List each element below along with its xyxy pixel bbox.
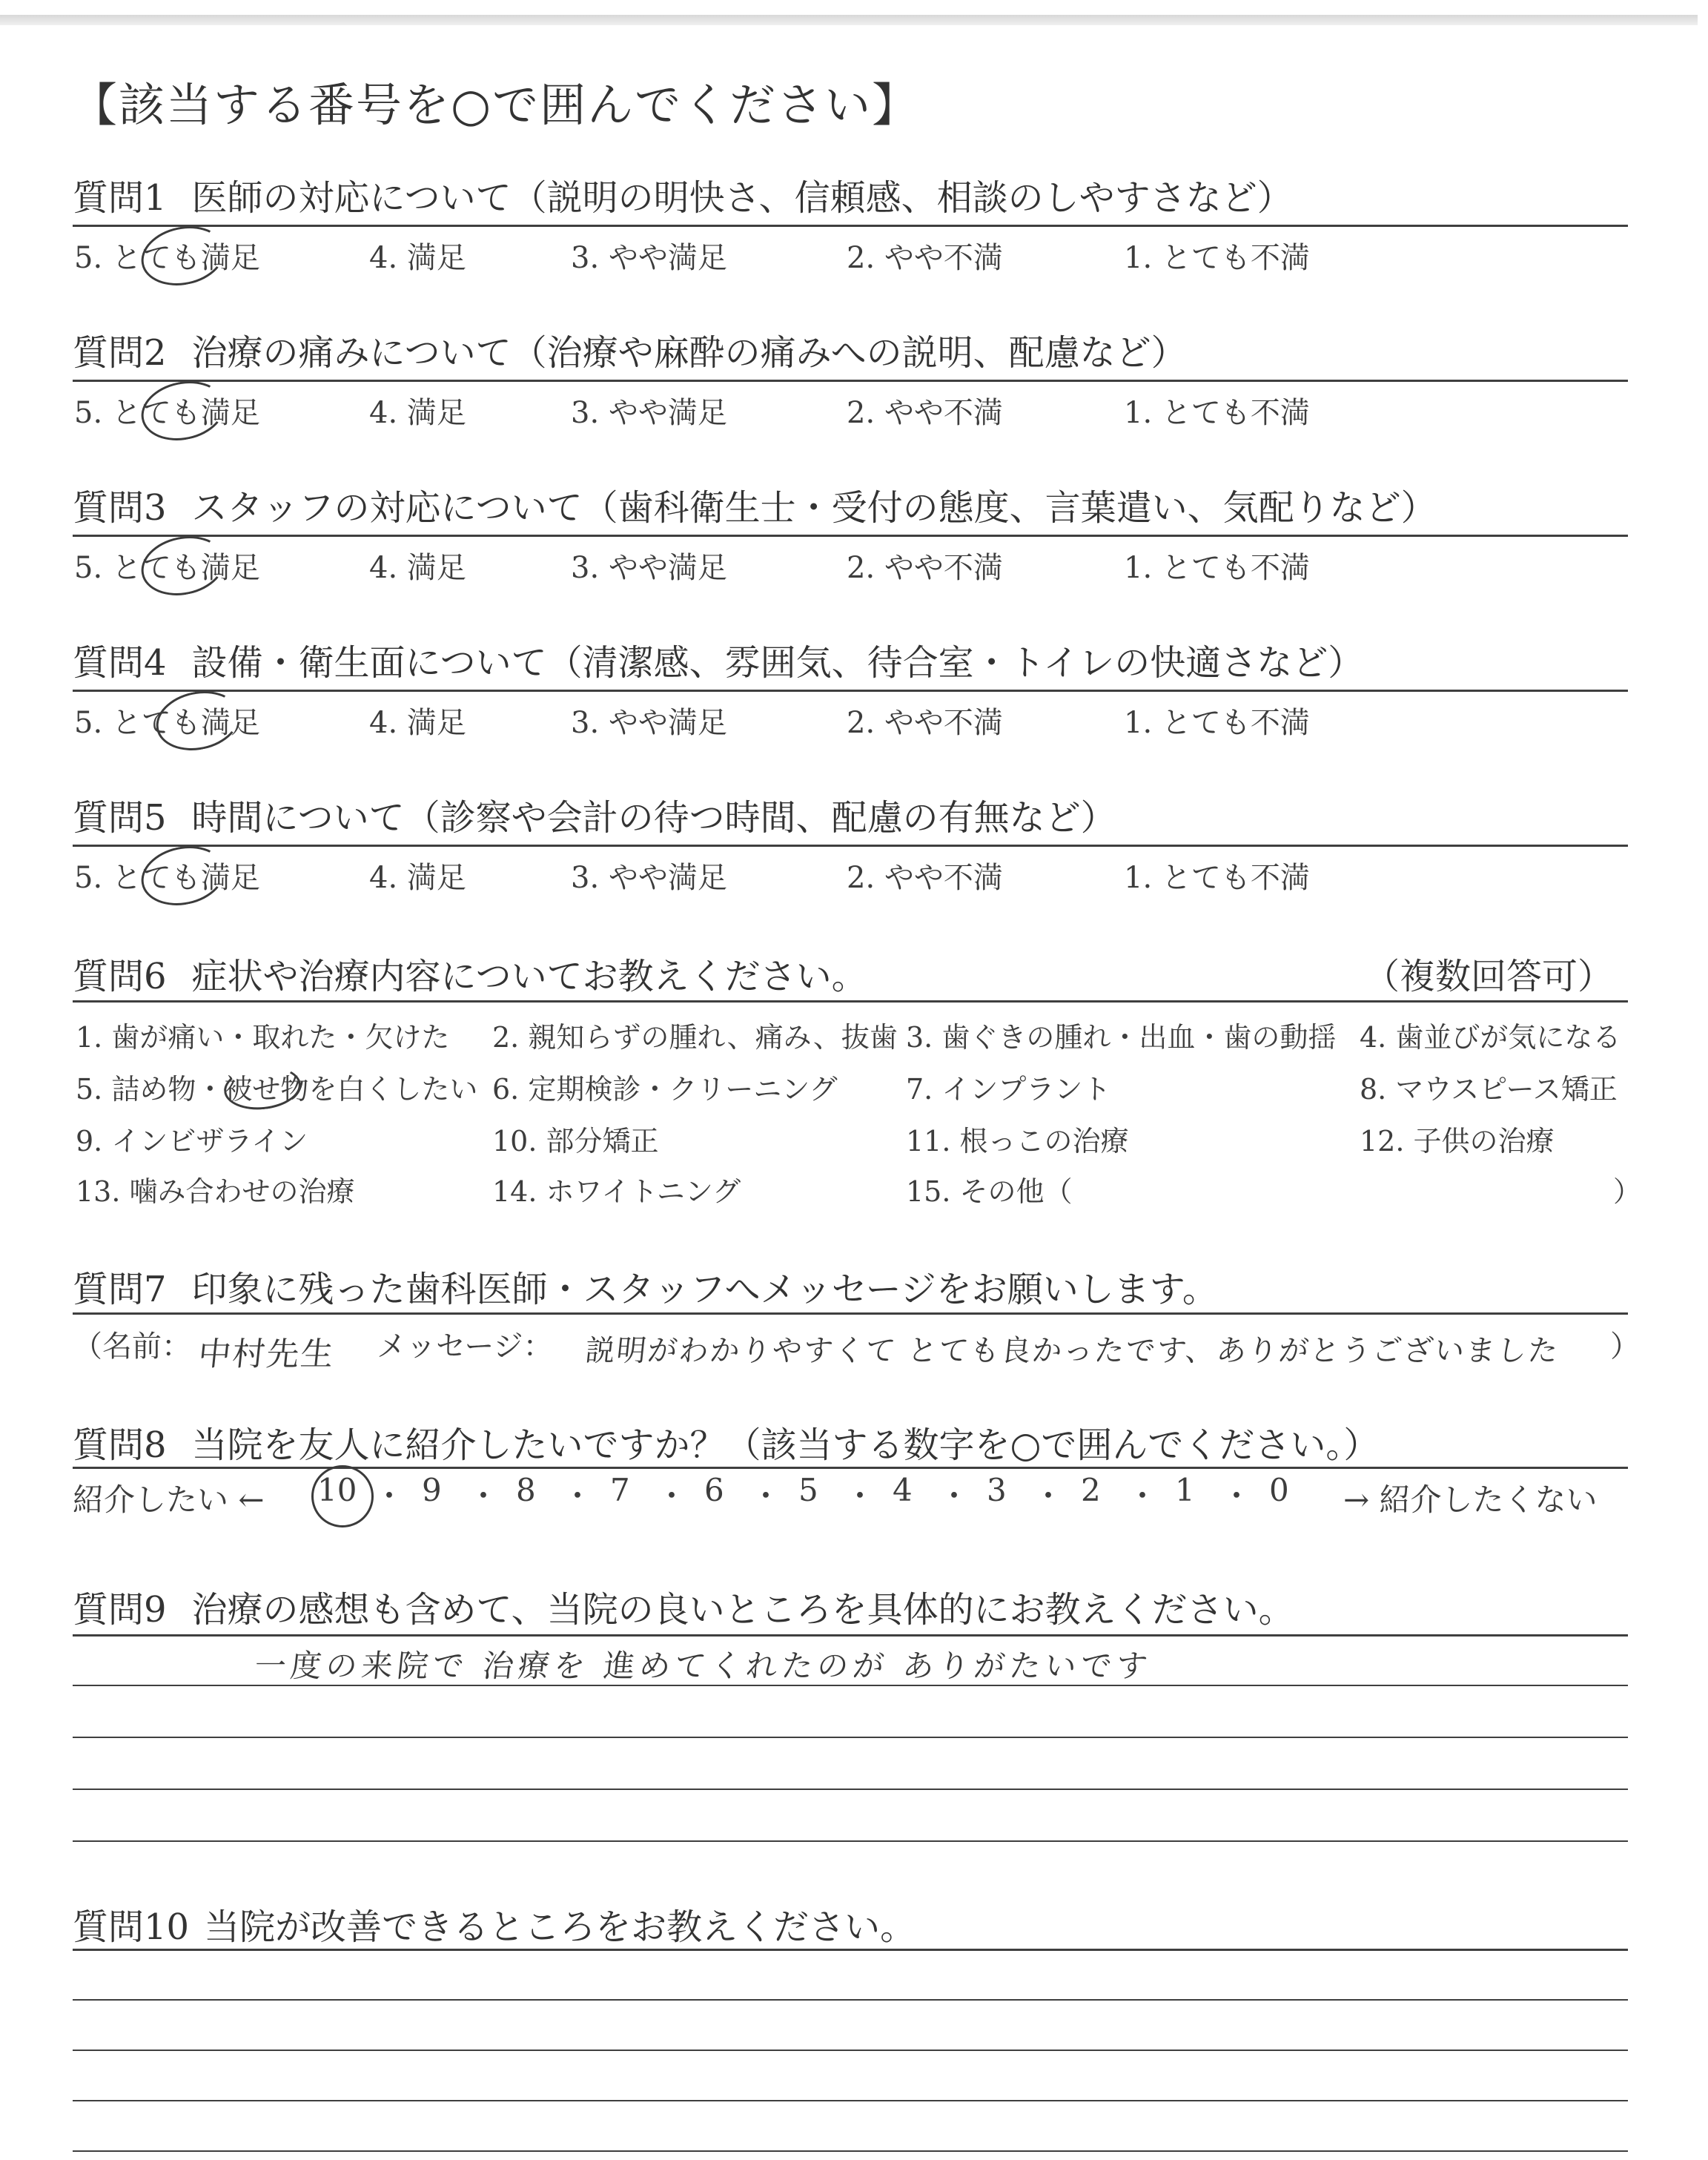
- q4-option-4[interactable]: 4. 満足: [369, 706, 466, 740]
- q1-option-2[interactable]: 2. やや不満: [847, 241, 1003, 275]
- q10-line-2: [73, 2050, 1628, 2051]
- q8-scale-4[interactable]: 4: [893, 1472, 913, 1508]
- q1-option-1[interactable]: 1. とても不満: [1124, 241, 1310, 275]
- q1-heading: [73, 169, 1293, 220]
- q2-heading: [73, 324, 1187, 375]
- q8-scale-separator: ・: [468, 1478, 500, 1514]
- q2-number: 質問2: [73, 332, 167, 374]
- q7-message-value[interactable]: 説明がわかりやすくて とても良かったです、ありがとうございました: [583, 1334, 1561, 1368]
- q3-option-1[interactable]: 1. とても不満: [1124, 551, 1310, 585]
- q2-option-4[interactable]: 4. 満足: [369, 396, 466, 430]
- q6-option-6[interactable]: 6. 定期検診・クリーニング: [492, 1073, 838, 1106]
- q7-number: 質問7: [73, 1269, 167, 1310]
- q4-option-2[interactable]: 2. やや不満: [847, 706, 1003, 740]
- q8-scale-6[interactable]: 6: [704, 1472, 724, 1508]
- q6-option-14[interactable]: 14. ホワイトニング: [492, 1175, 741, 1208]
- q3-number: 質問3: [73, 487, 167, 529]
- q6-other-close-paren: ）: [1613, 1175, 1642, 1208]
- q8-scale-7[interactable]: 7: [610, 1472, 630, 1508]
- q9-line-2: [73, 1737, 1628, 1738]
- q8-heading: [73, 1416, 1379, 1467]
- q7-heading: [73, 1261, 1218, 1312]
- q4-heading: [73, 634, 1363, 685]
- q8-scale-2[interactable]: 2: [1081, 1472, 1101, 1508]
- q1-rule: [73, 225, 1628, 227]
- q6-text: 症状や治療内容についてお教えください。: [191, 956, 867, 997]
- q8-scale-5[interactable]: 5: [798, 1472, 818, 1508]
- q8-scale-10[interactable]: 10: [317, 1472, 357, 1508]
- q6-rule: [73, 1000, 1628, 1003]
- q6-option-10[interactable]: 10. 部分矯正: [492, 1125, 659, 1157]
- q4-option-1[interactable]: 1. とても不満: [1124, 706, 1310, 740]
- q3-rule: [73, 535, 1628, 537]
- q2-option-3[interactable]: 3. やや満足: [571, 396, 727, 430]
- q6-option-9[interactable]: 9. インビザライン: [76, 1125, 308, 1157]
- q7-rule: [73, 1312, 1628, 1315]
- q10-heading: [73, 1898, 916, 1949]
- q5-heading: [73, 789, 1116, 840]
- q4-rule: [73, 690, 1628, 692]
- q3-option-2[interactable]: 2. やや不満: [847, 551, 1003, 585]
- q7-message-label: メッセージ：: [377, 1330, 553, 1364]
- scan-top-edge: [0, 15, 1698, 25]
- q8-text: 当院を友人に紹介したいですか？（該当する数字を○で囲んでください。）: [191, 1424, 1380, 1466]
- q8-left-label: 紹介したい ←: [73, 1482, 265, 1518]
- q5-number: 質問5: [73, 797, 167, 839]
- q2-text: 治療の痛みについて（治療や麻酔の痛みへの説明、配慮など）: [191, 332, 1187, 374]
- q9-answer[interactable]: 一度の来院で 治療を 進めてくれたのが ありがたいです: [253, 1648, 1154, 1684]
- q6-heading: [73, 948, 867, 999]
- q9-text: 治療の感想も含めて、当院の良いところを具体的にお教えください。: [191, 1589, 1294, 1631]
- q6-note: （複数回答可）: [1364, 956, 1614, 997]
- q5-rule: [73, 845, 1628, 847]
- q8-scale-separator: ・: [844, 1478, 876, 1514]
- q1-selection-mark: [136, 219, 231, 293]
- q6-number: 質問6: [73, 956, 167, 997]
- q8-scale-separator: ・: [1221, 1478, 1253, 1514]
- q8-scale-3[interactable]: 3: [987, 1472, 1007, 1508]
- q8-rule: [73, 1467, 1628, 1469]
- q7-text: 印象に残った歯科医師・スタッフへメッセージをお願いします。: [191, 1269, 1218, 1310]
- q5-option-3[interactable]: 3. やや満足: [571, 861, 727, 895]
- q4-number: 質問4: [73, 642, 167, 684]
- q8-number: 質問8: [73, 1424, 167, 1466]
- q4-text: 設備・衛生面について（清潔感、雰囲気、待合室・トイレの快適さなど）: [191, 642, 1364, 684]
- q6-option-4[interactable]: 4. 歯並びが気になる: [1360, 1021, 1621, 1054]
- q5-option-1[interactable]: 1. とても不満: [1124, 861, 1310, 895]
- q6-option-13[interactable]: 13. 噛み合わせの治療: [76, 1175, 355, 1208]
- q9-line-4: [73, 1840, 1628, 1842]
- q9-rule: [73, 1634, 1628, 1636]
- q8-scale-separator: ・: [1033, 1478, 1065, 1514]
- q8-scale-separator: ・: [939, 1478, 970, 1514]
- q6-option-3[interactable]: 3. 歯ぐきの腫れ・出血・歯の動揺: [906, 1021, 1337, 1054]
- q6-option-8[interactable]: 8. マウスピース矯正: [1360, 1073, 1618, 1106]
- q6-option-7[interactable]: 7. インプラント: [906, 1073, 1111, 1106]
- q2-option-1[interactable]: 1. とても不満: [1124, 396, 1310, 430]
- q8-scale-8[interactable]: 8: [516, 1472, 536, 1508]
- q1-option-3[interactable]: 3. やや満足: [571, 241, 727, 275]
- q8-right-label: → 紹介したくない: [1343, 1482, 1598, 1518]
- q1-text: 医師の対応について（説明の明快さ、信頼感、相談のしやすさなど）: [191, 177, 1293, 219]
- q10-number: 質問10: [73, 1906, 190, 1948]
- q3-option-5[interactable]: 5. とても満足: [74, 551, 260, 585]
- q8-scale-separator: ・: [562, 1478, 594, 1514]
- q1-number: 質問1: [73, 177, 167, 219]
- q10-rule: [73, 1949, 1628, 1951]
- q3-option-4[interactable]: 4. 満足: [369, 551, 466, 585]
- q3-option-3[interactable]: 3. やや満足: [571, 551, 727, 585]
- q8-scale-separator: ・: [1127, 1478, 1159, 1514]
- q5-selection-mark: [136, 839, 231, 913]
- q6-option-2[interactable]: 2. 親知らずの腫れ、痛み、抜歯: [492, 1021, 898, 1054]
- q8-scale-9[interactable]: 9: [422, 1472, 442, 1508]
- q2-option-2[interactable]: 2. やや不満: [847, 396, 1003, 430]
- q5-text: 時間について（診察や会計の待つ時間、配慮の有無など）: [191, 797, 1116, 839]
- q3-text: スタッフの対応について（歯科衛生士・受付の態度、言葉遣い、気配りなど）: [191, 487, 1437, 529]
- form-title: 【該当する番号を○で囲んでください】: [71, 78, 920, 132]
- q2-option-5[interactable]: 5. とても満足: [74, 396, 260, 430]
- q5-option-4[interactable]: 4. 満足: [369, 861, 466, 895]
- q10-line-3: [73, 2100, 1628, 2101]
- q5-option-5[interactable]: 5. とても満足: [74, 861, 260, 895]
- q5-option-2[interactable]: 2. やや不満: [847, 861, 1003, 895]
- q9-number: 質問9: [73, 1589, 167, 1631]
- q8-scale-1[interactable]: 1: [1175, 1472, 1195, 1508]
- q8-scale-separator: ・: [656, 1478, 688, 1514]
- q3-heading: [73, 479, 1437, 530]
- q1-option-4[interactable]: 4. 満足: [369, 241, 466, 275]
- q1-option-5[interactable]: 5. とても満足: [74, 241, 260, 275]
- q9-heading: [73, 1581, 1294, 1632]
- q7-close-paren: ）: [1610, 1330, 1640, 1364]
- q9-line-1: [73, 1685, 1628, 1686]
- q6-option-1[interactable]: 1. 歯が痛い・取れた・欠けた: [76, 1021, 450, 1054]
- q3-selection-mark: [136, 529, 231, 603]
- q10-line-4: [73, 2150, 1628, 2152]
- q9-line-3: [73, 1789, 1628, 1790]
- q7-name-label: （名前：: [73, 1330, 191, 1364]
- q2-rule: [73, 380, 1628, 382]
- q8-scale-separator: ・: [750, 1478, 782, 1514]
- q8-scale-separator: ・: [374, 1478, 406, 1514]
- q6-option-15[interactable]: 15. その他（: [906, 1175, 1073, 1208]
- q6-option-11[interactable]: 11. 根っこの治療: [906, 1125, 1129, 1157]
- q10-text: 当院が改善できるところをお教えください。: [204, 1906, 916, 1948]
- q4-selection-mark: [150, 684, 245, 758]
- q6-option-12[interactable]: 12. 子供の治療: [1360, 1125, 1555, 1157]
- q10-line-1: [73, 1999, 1628, 2001]
- q6-option-5[interactable]: 5. 詰め物・被せ物を白くしたい: [76, 1073, 478, 1106]
- q4-option-5[interactable]: 5. とても満足: [74, 706, 260, 740]
- q8-scale-0[interactable]: 0: [1269, 1472, 1289, 1508]
- q2-selection-mark: [136, 374, 231, 448]
- q7-name-value[interactable]: 中村先生: [196, 1335, 337, 1373]
- q8-selection-circle: [311, 1465, 374, 1527]
- q4-option-3[interactable]: 3. やや満足: [571, 706, 727, 740]
